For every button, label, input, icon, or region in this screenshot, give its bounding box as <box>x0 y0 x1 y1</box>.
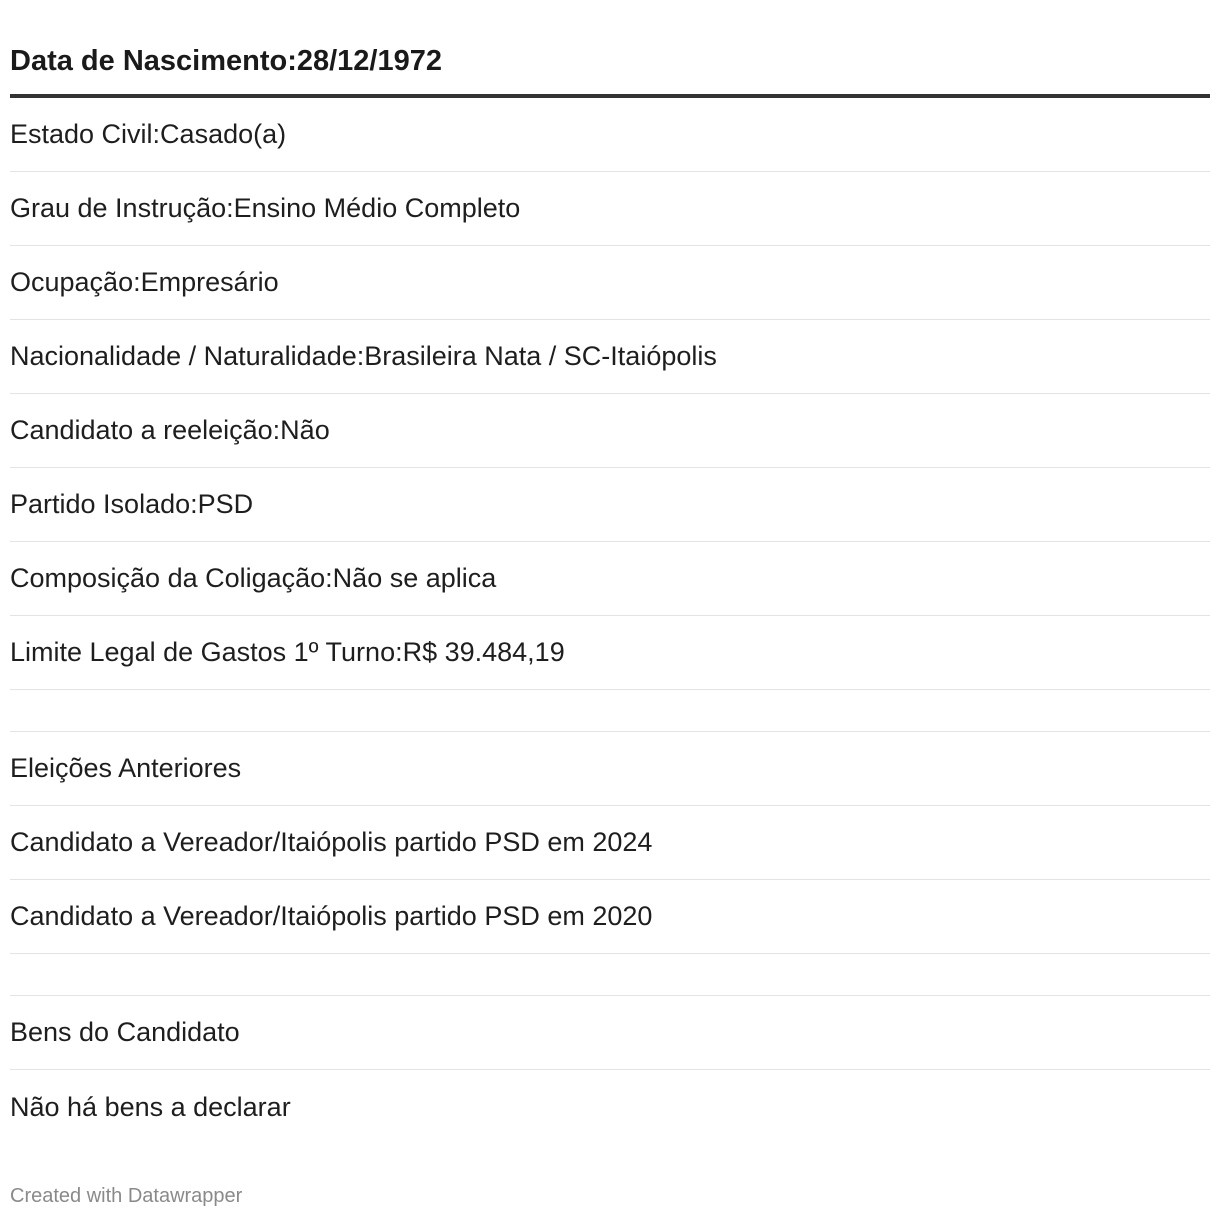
candidate-info-table <box>10 28 1210 1144</box>
education-cell: Grau de Instrução:Ensino Médio Completo <box>10 193 521 223</box>
table-row-party <box>10 468 1210 542</box>
table-row-education <box>10 172 1210 246</box>
reelection-cell: Candidato a reeleição:Não <box>10 415 330 445</box>
marital-status-cell: Estado Civil:Casado(a) <box>10 119 287 149</box>
birth-date-header: Data de Nascimento:28/12/1972 <box>10 44 442 77</box>
table-row-coalition <box>10 542 1210 616</box>
table-row-election-2024 <box>10 806 1210 880</box>
occupation-cell: Ocupação:Empresário <box>10 267 279 297</box>
coalition-cell: Composição da Coligação:Não se aplica <box>10 563 497 593</box>
table-row-occupation <box>10 246 1210 320</box>
table-row-spacer <box>10 690 1210 732</box>
assets-heading: Bens do Candidato <box>10 1017 240 1047</box>
election-2020-cell: Candidato a Vereador/Itaiópolis partido PSD em 2020 <box>10 901 653 931</box>
table-row-spacer <box>10 954 1210 996</box>
table-row-assets-heading <box>10 996 1210 1070</box>
table-row-election-2020 <box>10 880 1210 954</box>
table-row-reelection <box>10 394 1210 468</box>
election-2024-cell: Candidato a Vereador/Itaiópolis partido PSD em 2024 <box>10 827 653 857</box>
table-header <box>10 28 1210 98</box>
spending-limit-cell: Limite Legal de Gastos 1º Turno:R$ 39.484,19 <box>10 637 565 667</box>
party-cell: Partido Isolado:PSD <box>10 489 254 519</box>
assets-cell: Não há bens a declarar <box>10 1091 291 1122</box>
datawrapper-credit[interactable]: Created with Datawrapper <box>10 1185 243 1207</box>
table-row-spending-limit <box>10 616 1210 690</box>
table-row-nationality <box>10 320 1210 394</box>
table-row-marital-status <box>10 98 1210 172</box>
nationality-cell: Nacionalidade / Naturalidade:Brasileira Nata / SC-Itaiópolis <box>10 341 717 371</box>
previous-elections-heading: Eleições Anteriores <box>10 753 242 783</box>
table-row-assets <box>10 1070 1210 1144</box>
table-row-previous-elections-heading <box>10 732 1210 806</box>
